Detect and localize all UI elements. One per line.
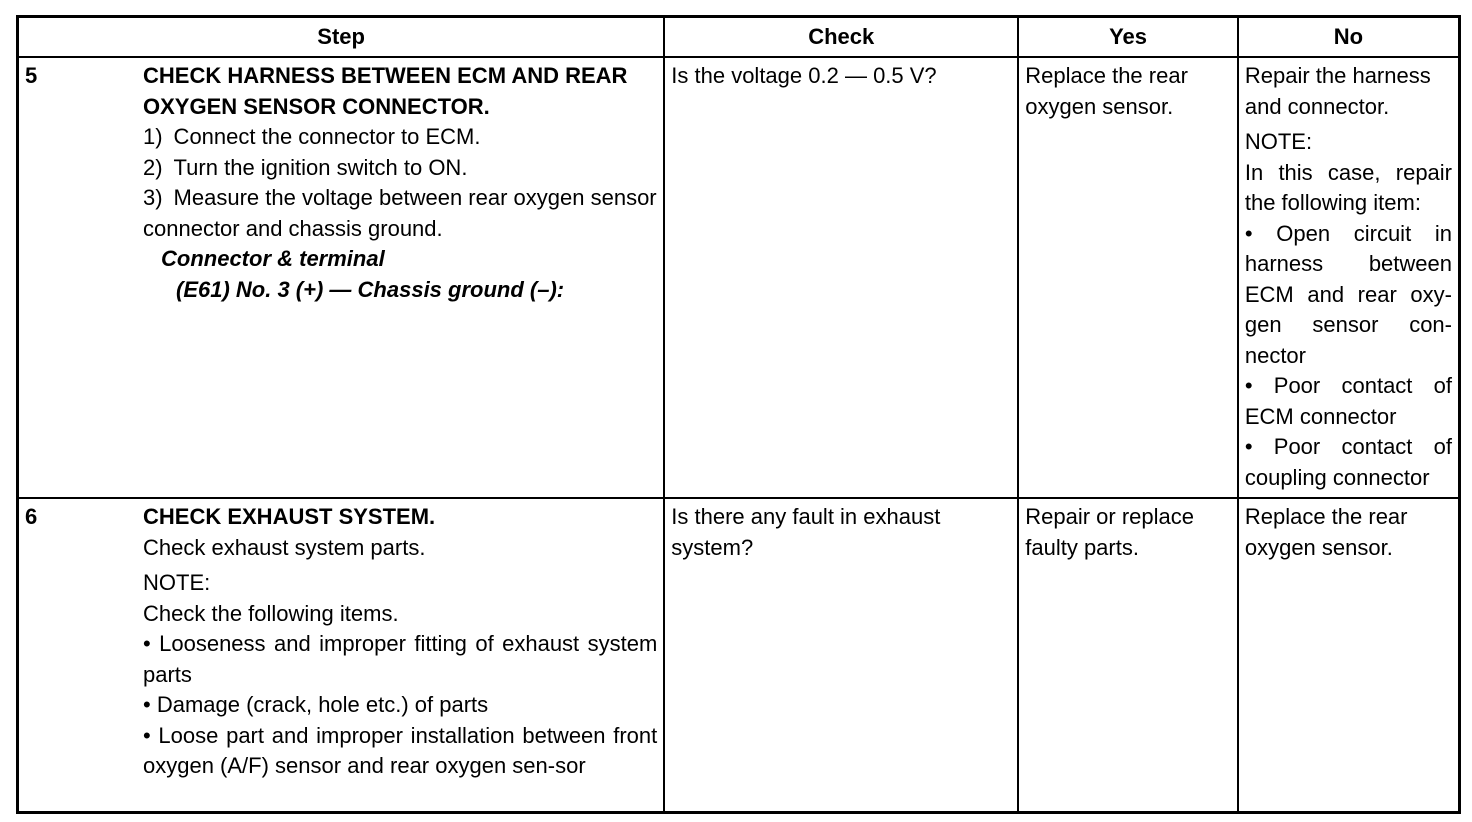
- note-label: NOTE:: [1244, 129, 1313, 154]
- yes-cell: [1018, 57, 1238, 498]
- step-instruction: 1) Connect the connector to ECM.: [143, 124, 481, 149]
- list-item: • Open circuit in harness between ECM and rear oxy-gen sensor con-nector: [1244, 220, 1452, 368]
- step-instruction: 2) Turn the ignition switch to ON.: [143, 154, 468, 180]
- step-cell: [18, 498, 665, 812]
- step-title: CHECK HARNESS BETWEEN ECM AND REAR OXYGEN SENSOR CONNECTOR.: [143, 63, 628, 119]
- step-number: 5: [25, 63, 38, 88]
- no-cell: [1238, 57, 1460, 498]
- table-row: [18, 498, 1460, 812]
- list-item: • Poor contact of coupling connector: [1244, 434, 1452, 490]
- step-instruction: 3) Measure the voltage between rear oxygen sensor connector and chassis ground.: [143, 185, 657, 241]
- note-text: In this case, repair the following item:: [1244, 159, 1452, 215]
- table-row: [18, 57, 1460, 498]
- no-cell: [1238, 498, 1460, 812]
- step-instruction: Check exhaust system parts.: [143, 534, 426, 560]
- list-item: • Loose part and improper installation between front oxygen (A/F) sensor and rear oxygen sen-sor: [143, 722, 658, 778]
- check-question: Is there any fault in exhaust system?: [671, 504, 941, 560]
- check-cell: [664, 498, 1018, 812]
- list-item: • Damage (crack, hole etc.) of parts: [143, 692, 489, 717]
- terminal-value: (E61) No. 3 (+) — Chassis ground (–):: [176, 276, 565, 302]
- yes-action: Replace the rear oxygen sensor.: [1025, 63, 1188, 119]
- list-item: • Looseness and improper fitting of exhaust system parts: [143, 631, 658, 687]
- step-title: CHECK EXHAUST SYSTEM.: [143, 504, 436, 529]
- no-action: Replace the rear oxygen sensor.: [1244, 504, 1408, 560]
- list-item: • Poor contact of ECM connector: [1244, 373, 1452, 429]
- check-question: Is the voltage 0.2 — 0.5 V?: [671, 63, 937, 88]
- check-cell: [664, 57, 1018, 498]
- header-check: Check: [664, 17, 1018, 58]
- step-number: 6: [25, 504, 38, 529]
- no-action: Repair the harness and connector.: [1244, 63, 1431, 119]
- header-step: Step: [18, 17, 665, 58]
- note-label: NOTE:: [143, 570, 211, 595]
- step-cell: [18, 57, 665, 498]
- diagnostic-table: [16, 15, 1461, 814]
- header-row: [18, 17, 1460, 58]
- note-text: Check the following items.: [143, 600, 399, 626]
- yes-action: Repair or replace faulty parts.: [1025, 504, 1194, 560]
- header-no: No: [1238, 17, 1460, 58]
- yes-cell: [1018, 498, 1238, 812]
- header-yes: Yes: [1018, 17, 1238, 58]
- terminal-label: Connector & terminal: [161, 246, 385, 271]
